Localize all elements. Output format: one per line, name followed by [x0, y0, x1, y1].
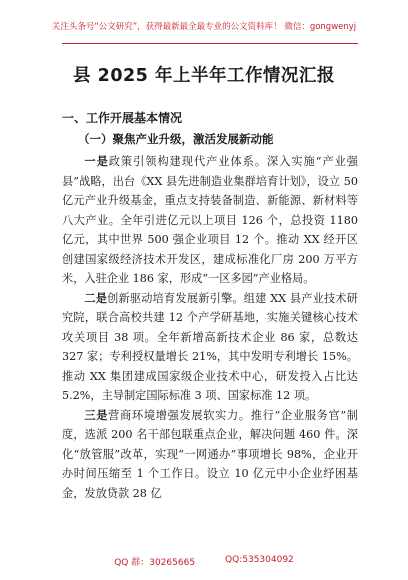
- paragraph-lead: 三是: [84, 407, 109, 422]
- document-body: [62, 152, 358, 503]
- paragraph-2: [62, 289, 358, 406]
- footer-qq: QQ:535304092: [225, 555, 294, 565]
- footer-qq-group: QQ 群：30265665: [114, 558, 196, 568]
- paragraph-lead: 一是: [84, 154, 109, 168]
- paragraph-lead: 二是: [84, 290, 108, 305]
- paragraph-3: [62, 406, 358, 504]
- paragraph-text: 政策引领构建现代产业体系。深入实施“产业强县”战略，出台《XX 县先进制造业集群培育计划》，设立 50 亿元产业升级基金，重点支持装备制造、新能源、新材料等八大产业。全年引进亿元以上项目 126 个，总投资 1180 亿元，其中世界 500 强企业项目 12 个。推动 XX 经开区创建国家级经济技术开发区，建成标准化厂房 200 万平方米，入驻企业 186 家，形成“一区多园”产业格局。: [62, 155, 358, 285]
- header-divider: [62, 43, 358, 44]
- paragraph-1: [62, 152, 358, 289]
- paragraph-text: 创新驱动培育发展新引擎。组建 XX 县产业技术研究院，联合高校共建 12 个产学研基地，实施关键核心技术攻关项目 38 项。全年新增高新技术企业 86 家，总数达 327 家；专利授权量增长 21%，其中发明专利增长 15%。推动 XX 集团建成国家级企业技术中心，研发投入占比达 5.2%，主导制定国际标准 3 项、国家标准 12 项。: [62, 291, 358, 402]
- footer: [0, 555, 408, 568]
- section-heading: 一、工作开展基本情况: [62, 111, 183, 125]
- document-title: 县 2025 年上半年工作情况汇报: [73, 66, 335, 86]
- paragraph-text: 营商环境增强发展软实力。推行“企业服务官”制度，选派 200 名干部包联重点企业，解决问题 460 件。深化“放管服”改革，实现“一网通办”事项增长 98%，企业开办时间压缩至 1 个工作日。设立 10 亿元中小企业纾困基金，发放贷款 28 亿: [62, 408, 358, 500]
- subsection-heading: （一）聚焦产业升级，激活发展新动能: [78, 132, 274, 146]
- header-promo-text: 关注头条号“公文研究”，获得最新最全最专业的公文资料库！ 微信：gongwenyj: [51, 22, 357, 32]
